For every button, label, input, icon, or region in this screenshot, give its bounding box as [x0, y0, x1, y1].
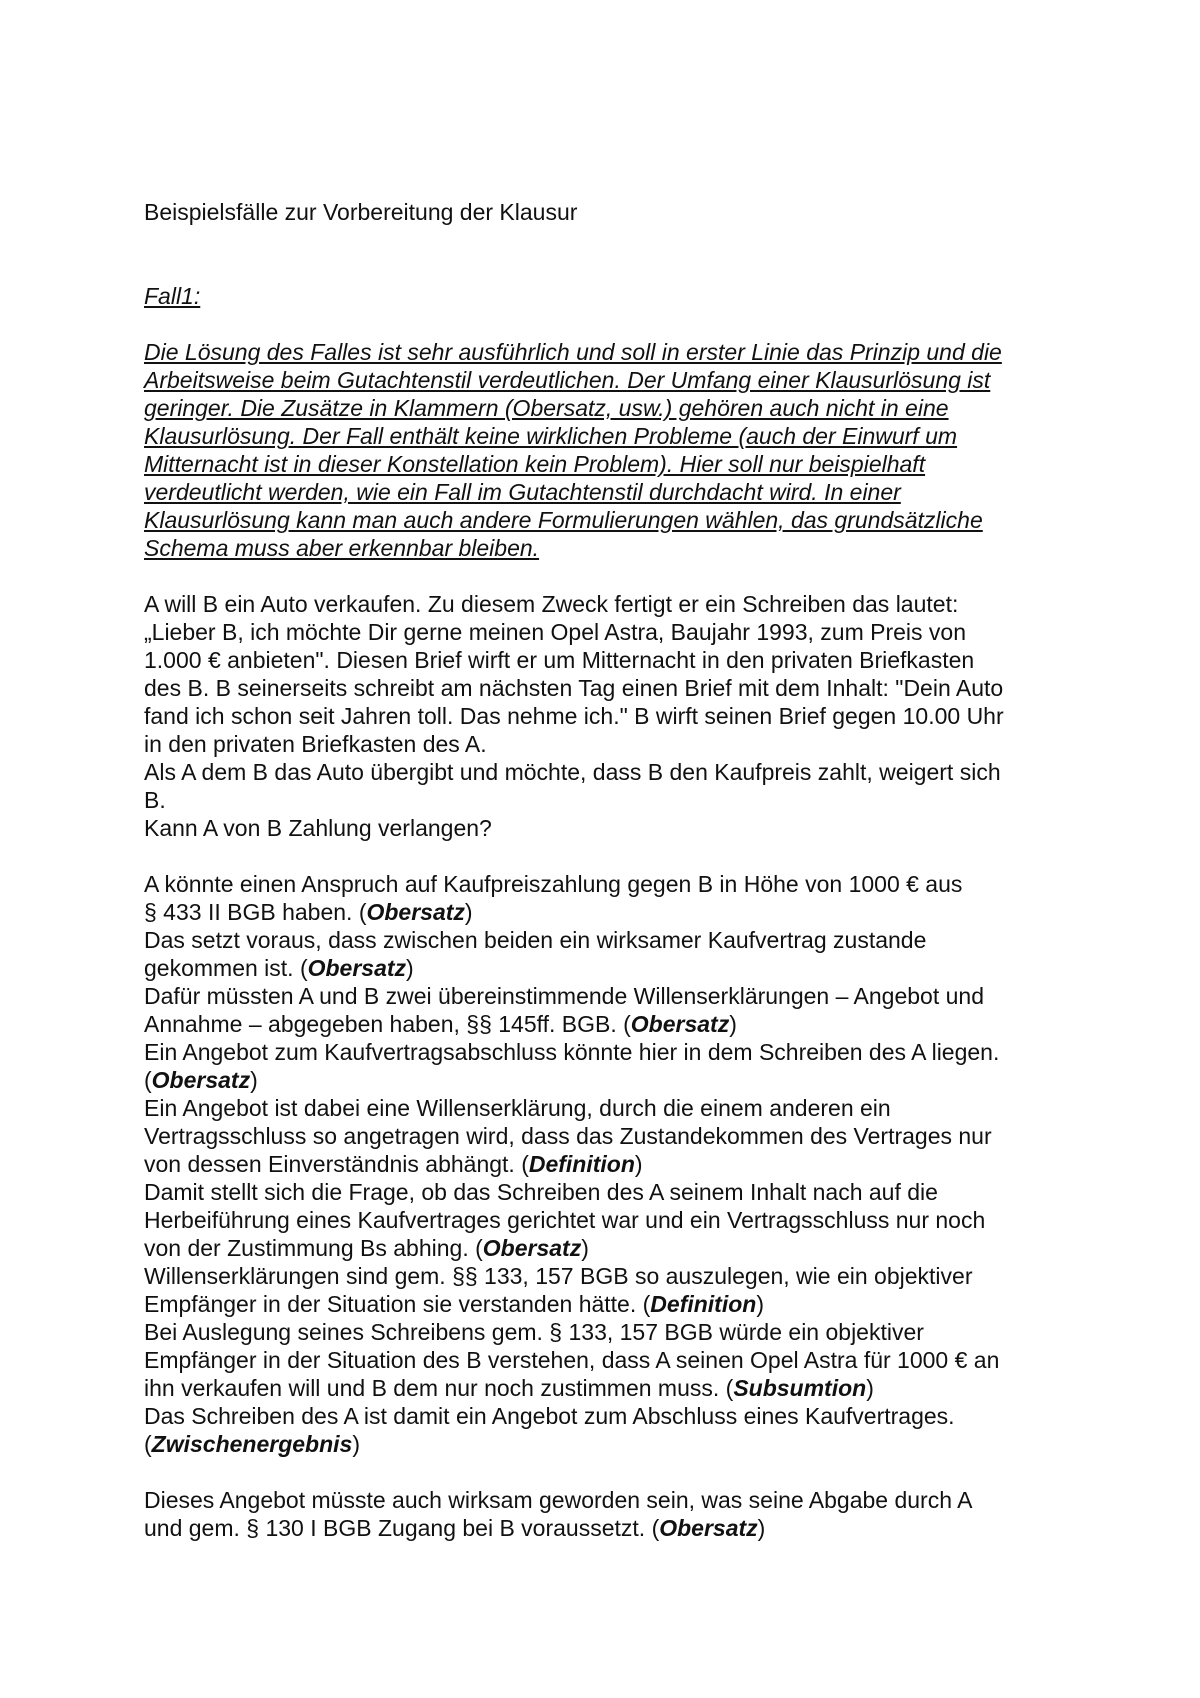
analysis-text: von dessen Einverständnis abhängt. ( — [144, 1151, 529, 1177]
case-analysis — [144, 870, 1064, 1458]
facts-line: in den privaten Briefkasten des A. — [144, 731, 487, 757]
case-analysis-continued — [144, 1486, 1064, 1542]
intro-line: verdeutlicht werden, wie ein Fall im Gutachtenstil durchdacht wird. In einer — [144, 479, 901, 505]
analysis-line — [144, 1262, 1064, 1290]
closing-paren: ) — [406, 955, 414, 981]
analysis-text: § 433 II BGB haben. ( — [144, 899, 367, 925]
intro-line: Arbeitsweise beim Gutachtenstil verdeutlichen. Der Umfang einer Klausurlösung ist — [144, 367, 991, 393]
analysis-line — [144, 1038, 1064, 1066]
intro-line: geringer. Die Zusätze in Klammern (Obersatz, usw.) gehören auch nicht in eine — [144, 395, 949, 421]
facts-line: Kann A von B Zahlung verlangen? — [144, 815, 492, 841]
closing-paren: ) — [581, 1235, 589, 1261]
analysis-line — [144, 870, 1064, 898]
method-tag: Obersatz — [366, 899, 465, 925]
analysis-line — [144, 898, 1064, 926]
method-tag: Zwischenergebnis — [151, 1431, 353, 1457]
intro-line: Klausurlösung kann man auch andere Formulierungen wählen, das grundsätzliche — [144, 507, 983, 533]
analysis-text: Dieses Angebot müsste auch wirksam geworden sein, was seine Abgabe durch A — [144, 1487, 973, 1513]
method-tag: Obersatz — [659, 1515, 758, 1541]
intro-line: Klausurlösung. Der Fall enthält keine wirklichen Probleme (auch der Einwurf um — [144, 423, 958, 449]
analysis-line — [144, 1346, 1064, 1374]
analysis-text: Willenserklärungen sind gem. §§ 133, 157 BGB so auszulegen, wie ein objektiver — [144, 1263, 973, 1289]
closing-paren: ) — [757, 1515, 766, 1541]
analysis-text: ( — [144, 1067, 152, 1093]
analysis-line — [144, 1430, 1064, 1458]
analysis-line — [144, 1374, 1064, 1402]
analysis-text: Empfänger in der Situation sie verstanden hätte. ( — [144, 1291, 651, 1317]
case-facts — [144, 590, 1064, 842]
analysis-line — [144, 926, 1064, 954]
intro-line: Schema muss aber erkennbar bleiben. — [144, 535, 540, 561]
analysis-line — [144, 1318, 1064, 1346]
analysis-text: Dafür müssten A und B zwei übereinstimmende Willenserklärungen – Angebot und — [144, 983, 984, 1009]
analysis-text: Das setzt voraus, dass zwischen beiden ein wirksamer Kaufvertrag zustande — [144, 927, 927, 953]
method-tag: Definition — [528, 1151, 635, 1177]
method-tag: Obersatz — [482, 1235, 582, 1261]
closing-paren: ) — [634, 1151, 643, 1177]
analysis-text: gekommen ist. ( — [144, 955, 308, 981]
method-tag: Definition — [650, 1291, 757, 1317]
analysis-text: A könnte einen Anspruch auf Kaufpreiszahlung gegen B in Höhe von 1000 € aus — [144, 871, 963, 897]
method-tag: Obersatz — [630, 1011, 730, 1037]
analysis-text: Bei Auslegung seines Schreibens gem. § 133, 157 BGB würde ein objektiver — [144, 1319, 924, 1345]
analysis-line — [144, 1094, 1064, 1122]
closing-paren: ) — [250, 1067, 258, 1093]
analysis-line — [144, 1010, 1064, 1038]
facts-line: Als A dem B das Auto übergibt und möchte, dass B den Kaufpreis zahlt, weigert sich — [144, 759, 1001, 785]
analysis-line — [144, 1290, 1064, 1318]
analysis-line — [144, 954, 1064, 982]
facts-line: des B. B seinerseits schreibt am nächsten Tag einen Brief mit dem Inhalt: "Dein Auto — [144, 675, 1004, 701]
analysis-line — [144, 1402, 1064, 1430]
analysis-text: Damit stellt sich die Frage, ob das Schreiben des A seinem Inhalt nach auf die — [144, 1179, 938, 1205]
closing-paren: ) — [464, 899, 473, 925]
document-title: Beispielsfälle zur Vorbereitung der Klausur — [144, 199, 578, 225]
intro-line: Mitternacht ist in dieser Konstellation kein Problem). Hier soll nur beispielhaft — [144, 451, 926, 477]
analysis-text: ( — [144, 1431, 152, 1457]
analysis-text: Vertragsschluss so angetragen wird, dass das Zustandekommen des Vertrages nur — [144, 1123, 992, 1149]
method-tag: Obersatz — [307, 955, 407, 981]
facts-line: B. — [144, 787, 166, 813]
analysis-text: Annahme – abgegeben haben, §§ 145ff. BGB. ( — [144, 1011, 631, 1037]
analysis-line — [144, 1234, 1064, 1262]
analysis-line — [144, 1066, 1064, 1094]
analysis-text: Ein Angebot zum Kaufvertragsabschluss könnte hier in dem Schreiben des A liegen. — [144, 1039, 1000, 1065]
analysis-line — [144, 982, 1064, 1010]
analysis-text: und gem. § 130 I BGB Zugang bei B voraussetzt. ( — [144, 1515, 660, 1541]
closing-paren: ) — [866, 1375, 874, 1401]
analysis-text: ihn verkaufen will und B dem nur noch zustimmen muss. ( — [144, 1375, 734, 1401]
analysis-text: Empfänger in der Situation des B verstehen, dass A seinen Opel Astra für 1000 € an — [144, 1347, 1000, 1373]
closing-paren: ) — [729, 1011, 737, 1037]
facts-line: A will B ein Auto verkaufen. Zu diesem Zweck fertigt er ein Schreiben das lautet: — [144, 591, 959, 617]
analysis-line — [144, 1514, 1064, 1542]
analysis-text: Das Schreiben des A ist damit ein Angebot zum Abschluss eines Kaufvertrages. — [144, 1403, 955, 1429]
method-tag: Obersatz — [151, 1067, 251, 1093]
facts-line: „Lieber B, ich möchte Dir gerne meinen Opel Astra, Baujahr 1993, zum Preis von — [144, 619, 967, 645]
case-heading: Fall1: — [144, 283, 201, 309]
analysis-text: Ein Angebot ist dabei eine Willenserklärung, durch die einem anderen ein — [144, 1095, 891, 1121]
facts-line: fand ich schon seit Jahren toll. Das nehme ich." B wirft seinen Brief gegen 10.00 Uhr — [144, 703, 1004, 729]
intro-note — [144, 338, 1064, 562]
method-tag: Subsumtion — [733, 1375, 867, 1401]
analysis-line — [144, 1206, 1064, 1234]
analysis-line — [144, 1150, 1064, 1178]
closing-paren: ) — [352, 1431, 361, 1457]
analysis-line — [144, 1122, 1064, 1150]
analysis-line — [144, 1178, 1064, 1206]
closing-paren: ) — [756, 1291, 765, 1317]
analysis-line — [144, 1486, 1064, 1514]
document-body — [144, 198, 1064, 1542]
intro-line: Die Lösung des Falles ist sehr ausführlich und soll in erster Linie das Prinzip und die — [144, 339, 1002, 365]
analysis-text: von der Zustimmung Bs abhing. ( — [144, 1235, 483, 1261]
facts-line: 1.000 € anbieten". Diesen Brief wirft er um Mitternacht in den privaten Briefkasten — [144, 647, 975, 673]
analysis-text: Herbeiführung eines Kaufvertrages gerichtet war und ein Vertragsschluss nur noch — [144, 1207, 986, 1233]
